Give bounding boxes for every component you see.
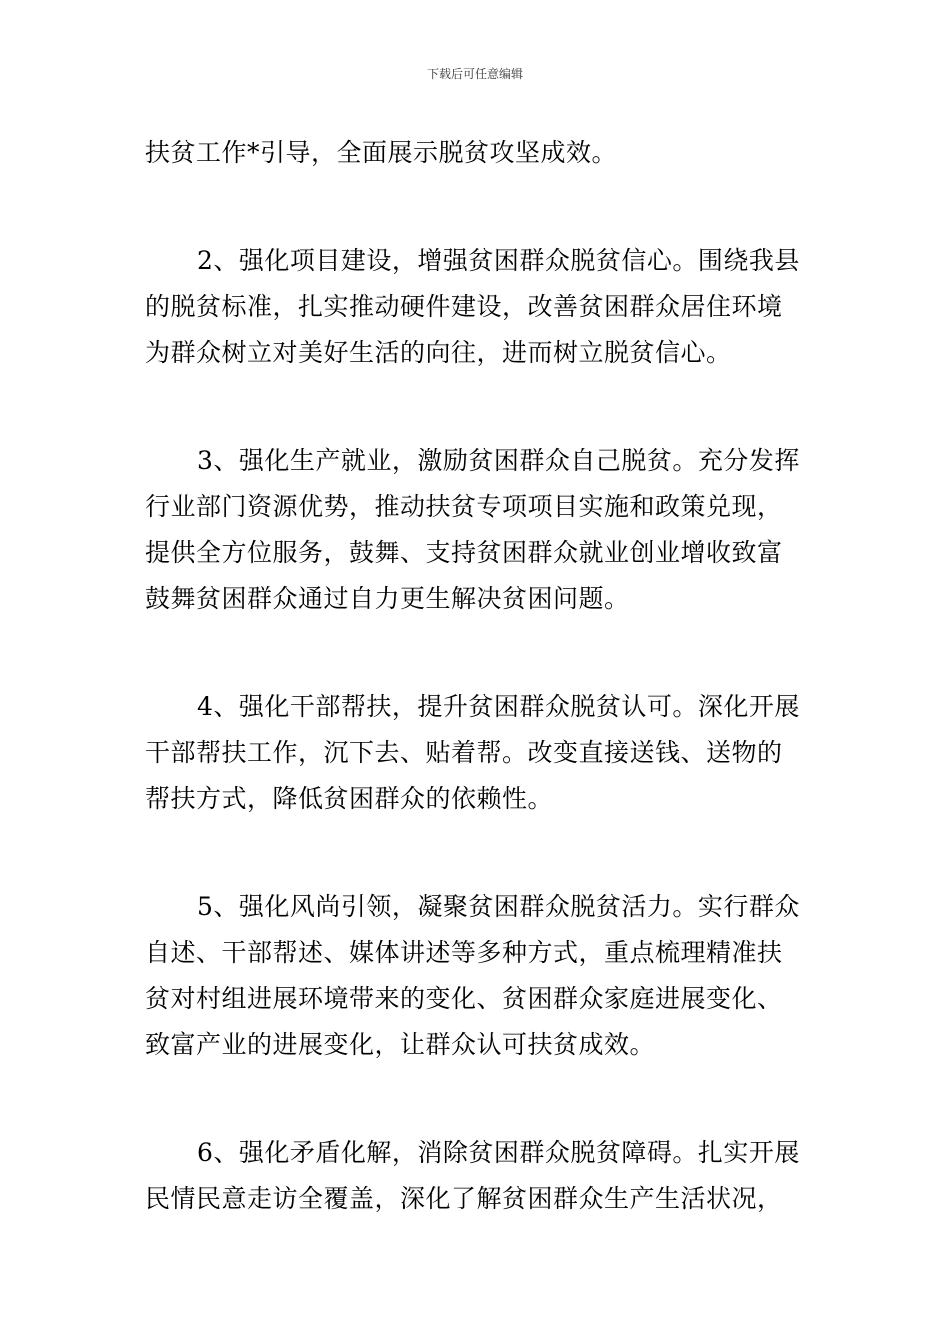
paragraph-line: 帮扶方式，降低贫困群众的依赖性。 <box>145 784 554 813</box>
paragraph-line: 致富产业的进展变化，让群众认可扶贫成效。 <box>145 1030 656 1059</box>
paragraph-line: 为群众树立对美好生活的向往，进而树立脱贫信心。 <box>145 338 732 367</box>
paragraph-gap <box>145 1068 810 1130</box>
page-header: 下载后可任意编辑 <box>426 67 523 81</box>
paragraph-line: 4、强化干部帮扶，提升贫困群众脱贫认可。深化开展 <box>197 692 800 721</box>
paragraph-gap <box>145 176 810 238</box>
paragraph-line: 贫对村组进展环境带来的变化、贫困群众家庭进展变化、 <box>145 984 783 1013</box>
document-body <box>145 130 810 1222</box>
paragraph-gap <box>145 622 810 684</box>
paragraph-line: 2、强化项目建设，增强贫困群众脱贫信心。围绕我县 <box>197 246 800 275</box>
paragraph-line: 3、强化生产就业，激励贫困群众自己脱贫。充分发挥 <box>197 446 800 475</box>
paragraph-line: 行业部门资源优势，推动扶贫专项项目实施和政策兑现， <box>145 492 783 521</box>
paragraph-line: 的脱贫标准，扎实推动硬件建设，改善贫困群众居住环境 <box>145 292 783 321</box>
paragraph-line: 自述、干部帮述、媒体讲述等多种方式，重点梳理精准扶 <box>145 938 783 967</box>
paragraph-line: 提供全方位服务，鼓舞、支持贫困群众就业创业增收致富 <box>145 538 783 567</box>
paragraph-4 <box>145 684 810 822</box>
paragraph-3 <box>145 438 810 622</box>
paragraph-5 <box>145 884 810 1068</box>
paragraph-gap <box>145 822 810 884</box>
paragraph-line: 扶贫工作*引导，全面展示脱贫攻坚成效。 <box>145 138 618 167</box>
paragraph-line: 民情民意走访全覆盖，深化了解贫困群众生产生活状况， <box>145 1184 783 1213</box>
paragraph-line: 干部帮扶工作，沉下去、贴着帮。改变直接送钱、送物的 <box>145 738 783 767</box>
paragraph-line: 5、强化风尚引领，凝聚贫困群众脱贫活力。实行群众 <box>197 892 800 921</box>
paragraph-2 <box>145 238 810 376</box>
paragraph-line: 鼓舞贫困群众通过自力更生解决贫困问题。 <box>145 584 630 613</box>
paragraph-6 <box>145 1130 810 1222</box>
paragraph-1 <box>145 130 810 176</box>
paragraph-gap <box>145 376 810 438</box>
paragraph-line: 6、强化矛盾化解，消除贫困群众脱贫障碍。扎实开展 <box>197 1138 800 1167</box>
